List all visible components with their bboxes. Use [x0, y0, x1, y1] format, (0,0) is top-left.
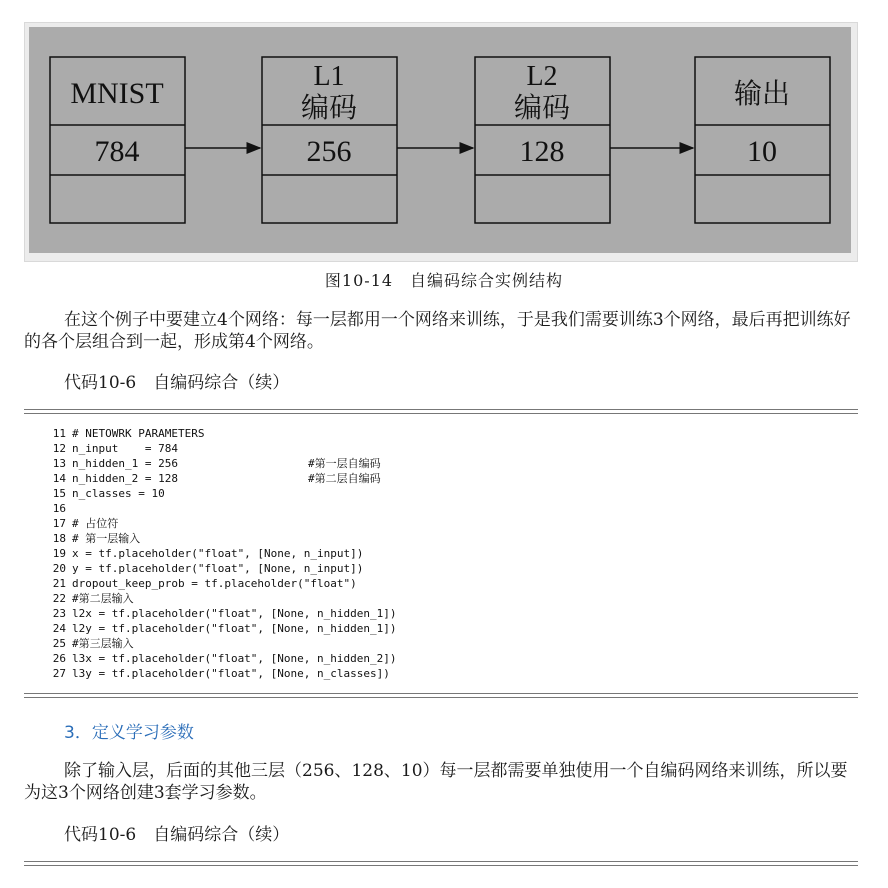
code-line: [48, 576, 397, 591]
code-text: l2x = tf.placeholder("float", [None, n_hidden_1]): [72, 607, 397, 620]
box-l1-label-1: L1: [313, 61, 345, 92]
line-number: 26: [52, 652, 66, 665]
code-top-rule-2: [24, 861, 858, 866]
code-text: n_hidden_2 = 128: [72, 472, 178, 485]
box-l2-label-1: L2: [526, 61, 558, 92]
code-text: # 第一层输入: [72, 532, 141, 545]
line-number: 12: [52, 442, 66, 455]
code-line: [48, 531, 397, 546]
code-line: [48, 666, 397, 681]
code-text: l2y = tf.placeholder("float", [None, n_hidden_1]): [72, 622, 397, 635]
code-text: # 占位符: [72, 517, 119, 530]
line-number: 22: [52, 592, 66, 605]
code-comment: #第二层自编码: [308, 472, 381, 485]
line-number: 20: [52, 562, 66, 575]
box-output: [695, 57, 830, 223]
line-number: 16: [52, 502, 66, 515]
code-text: # NETOWRK PARAMETERS: [72, 427, 205, 440]
line-number: 13: [52, 457, 66, 470]
code-line: [48, 441, 397, 456]
paragraph-2: 除了输入层，后面的其他三层（256、128、10）每一层都需要单独使用一个自编码网络来训练，所以要为这3个网络创建3套学习参数。: [24, 761, 848, 803]
code-line: [48, 486, 397, 501]
code-title-1: 代码10-6 自编码综合（续）: [64, 373, 290, 393]
code-text: x = tf.placeholder("float", [None, n_input]): [72, 547, 364, 560]
autoencoder-diagram: [25, 23, 857, 261]
code-line: [48, 636, 397, 651]
code-line: [48, 621, 397, 636]
code-text: dropout_keep_prob = tf.placeholder("float"): [72, 577, 357, 590]
box-l1-value: 256: [306, 135, 352, 168]
code-top-rule: [24, 409, 858, 414]
code-block: [48, 426, 397, 681]
box-l2-value: 128: [519, 135, 565, 168]
line-number: 24: [52, 622, 66, 635]
code-text: n_hidden_1 = 256: [72, 457, 178, 470]
line-number: 21: [52, 577, 66, 590]
code-line: [48, 606, 397, 621]
code-line: [48, 471, 397, 486]
line-number: 25: [52, 637, 66, 650]
box-mnist-value: 784: [94, 135, 140, 168]
code-comment: #第一层自编码: [308, 457, 381, 470]
code-title-2: 代码10-6 自编码综合（续）: [64, 825, 290, 845]
line-number: 11: [52, 427, 66, 440]
code-bottom-rule: [24, 693, 858, 698]
box-l2-label-2: 编码: [513, 93, 571, 124]
line-number: 23: [52, 607, 66, 620]
figure: [24, 22, 858, 262]
code-text: n_input = 784: [72, 442, 178, 455]
code-text: l3y = tf.placeholder("float", [None, n_classes]): [72, 667, 390, 680]
section-heading: 3．定义学习参数: [64, 723, 194, 743]
box-l2: [475, 57, 610, 223]
code-line: [48, 561, 397, 576]
code-line: [48, 516, 397, 531]
line-number: 19: [52, 547, 66, 560]
code-text: n_classes = 10: [72, 487, 165, 500]
code-line: [48, 651, 397, 666]
code-line: [48, 426, 397, 441]
code-text: #第二层输入: [72, 592, 134, 605]
code-line: [48, 456, 397, 471]
line-number: 15: [52, 487, 66, 500]
paragraph-1: 在这个例子中要建立4个网络：每一层都用一个网络来训练，于是我们需要训练3个网络，最后再把训练好的各个层组合到一起，形成第4个网络。: [24, 310, 851, 352]
figure-caption: 图10-14 自编码综合实例结构: [324, 271, 564, 290]
line-number: 27: [52, 667, 66, 680]
box-output-value: 10: [747, 135, 777, 168]
box-mnist: [50, 57, 185, 223]
code-text: y = tf.placeholder("float", [None, n_input]): [72, 562, 364, 575]
code-line: [48, 591, 397, 606]
code-line: [48, 501, 397, 516]
line-number: 17: [52, 517, 66, 530]
box-output-label: 输出: [733, 79, 791, 110]
line-number: 14: [52, 472, 66, 485]
line-number: 18: [52, 532, 66, 545]
box-l1: [262, 57, 397, 223]
code-text: l3x = tf.placeholder("float", [None, n_hidden_2]): [72, 652, 397, 665]
code-line: [48, 546, 397, 561]
box-l1-label-2: 编码: [300, 93, 358, 124]
box-mnist-label: MNIST: [70, 77, 164, 110]
code-text: #第三层输入: [72, 637, 134, 650]
